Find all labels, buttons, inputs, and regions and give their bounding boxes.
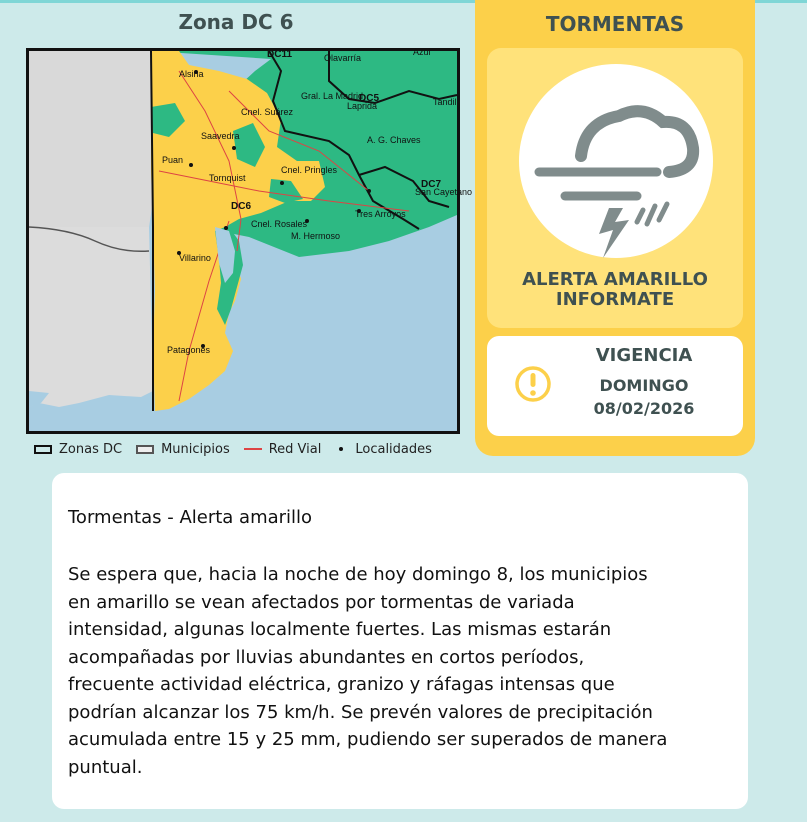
locality-label: Saavedra (201, 131, 240, 141)
locality-label: Tres Arroyos (355, 209, 406, 219)
zone-label: DC7 (421, 179, 442, 190)
locality-label: Cnel. Suárez (241, 107, 294, 117)
locality-label: Patagones (167, 345, 211, 355)
exclamation-icon (513, 364, 553, 404)
legend-item-localidades (335, 442, 432, 457)
description-line: acumulada entre 15 y 25 mm, pudiendo ser superados de manera (68, 729, 668, 750)
zone-label: DC5 (359, 93, 380, 104)
localidades-symbol (339, 447, 343, 451)
description-line: Se espera que, hacia la noche de hoy domingo 8, los municipios (68, 564, 648, 585)
description-line: en amarillo se vean afectados por tormentas de variada (68, 591, 575, 613)
zone-label: DC11 (267, 49, 293, 60)
outside-province-area (29, 51, 153, 227)
legend-item-zonas (34, 442, 122, 457)
locality-label: Azul (413, 47, 431, 57)
legend-label: Red Vial (268, 441, 322, 457)
red-vial-symbol (244, 448, 262, 450)
locality-label: Cnel. Rosales (251, 219, 308, 229)
description-line: frecuente actividad eléctrica, granizo y ráfagas intensas que (68, 674, 615, 695)
alert-action-label: INFORMATE (555, 289, 675, 310)
description-line: puntual. (68, 756, 143, 778)
legend-item-municipios (136, 442, 230, 457)
map-title: Zona DC 6 (178, 10, 294, 34)
locality-label: M. Hermoso (291, 231, 341, 241)
alert-level-text (487, 270, 743, 310)
alert-map[interactable] (26, 47, 473, 434)
locality-label: Alsina (179, 69, 204, 79)
locality-label: Olavarría (324, 53, 362, 63)
storm-cloud-icon (519, 64, 713, 258)
phenomenon-title: TORMENTAS (545, 12, 685, 36)
description-body (68, 561, 736, 781)
description-title: Tormentas - Alerta amarillo (68, 507, 313, 528)
locality-label: San Cayetano (415, 187, 473, 197)
alert-panel (475, 0, 755, 456)
locality-label: A. G. Chaves (367, 135, 421, 145)
locality-label: Gral. La Madrid (301, 91, 364, 101)
locality-label: Puan (162, 155, 184, 165)
alert-level-label: ALERTA AMARILLO (522, 269, 708, 290)
locality-label: Cnel. Pringles (281, 165, 338, 175)
description-line: intensidad, algunas localmente fuertes. Las mismas estarán (68, 619, 612, 640)
map-legend (34, 440, 464, 458)
legend-item-red-vial (244, 442, 322, 457)
municipios-symbol (136, 445, 154, 454)
description-card (52, 473, 748, 809)
locality-label: Tandil (433, 97, 457, 107)
legend-label: Municipios (161, 441, 230, 457)
zonas-symbol (34, 445, 52, 454)
vigencia-box (487, 336, 743, 436)
vigencia-date: 08/02/2026 (593, 399, 695, 418)
legend-label: Zonas DC (59, 441, 123, 457)
zone-label: DC6 (231, 201, 252, 212)
vigencia-title: VIGENCIA (595, 345, 693, 366)
locality-label: Villarino (179, 253, 211, 263)
legend-label: Localidades (355, 441, 432, 457)
locality-label: Laprida (347, 101, 378, 111)
vigencia-day: DOMINGO (599, 376, 689, 395)
locality-label: Tornquist (209, 173, 246, 183)
alert-level-box (487, 48, 743, 328)
description-line: podrían alcanzar los 75 km/h. Se prevén valores de precipitación (68, 701, 653, 723)
description-line: acompañadas por lluvias abundantes en cortos períodos, (68, 646, 585, 668)
icon-circle (519, 64, 713, 258)
outside-province-area-south (29, 227, 153, 407)
